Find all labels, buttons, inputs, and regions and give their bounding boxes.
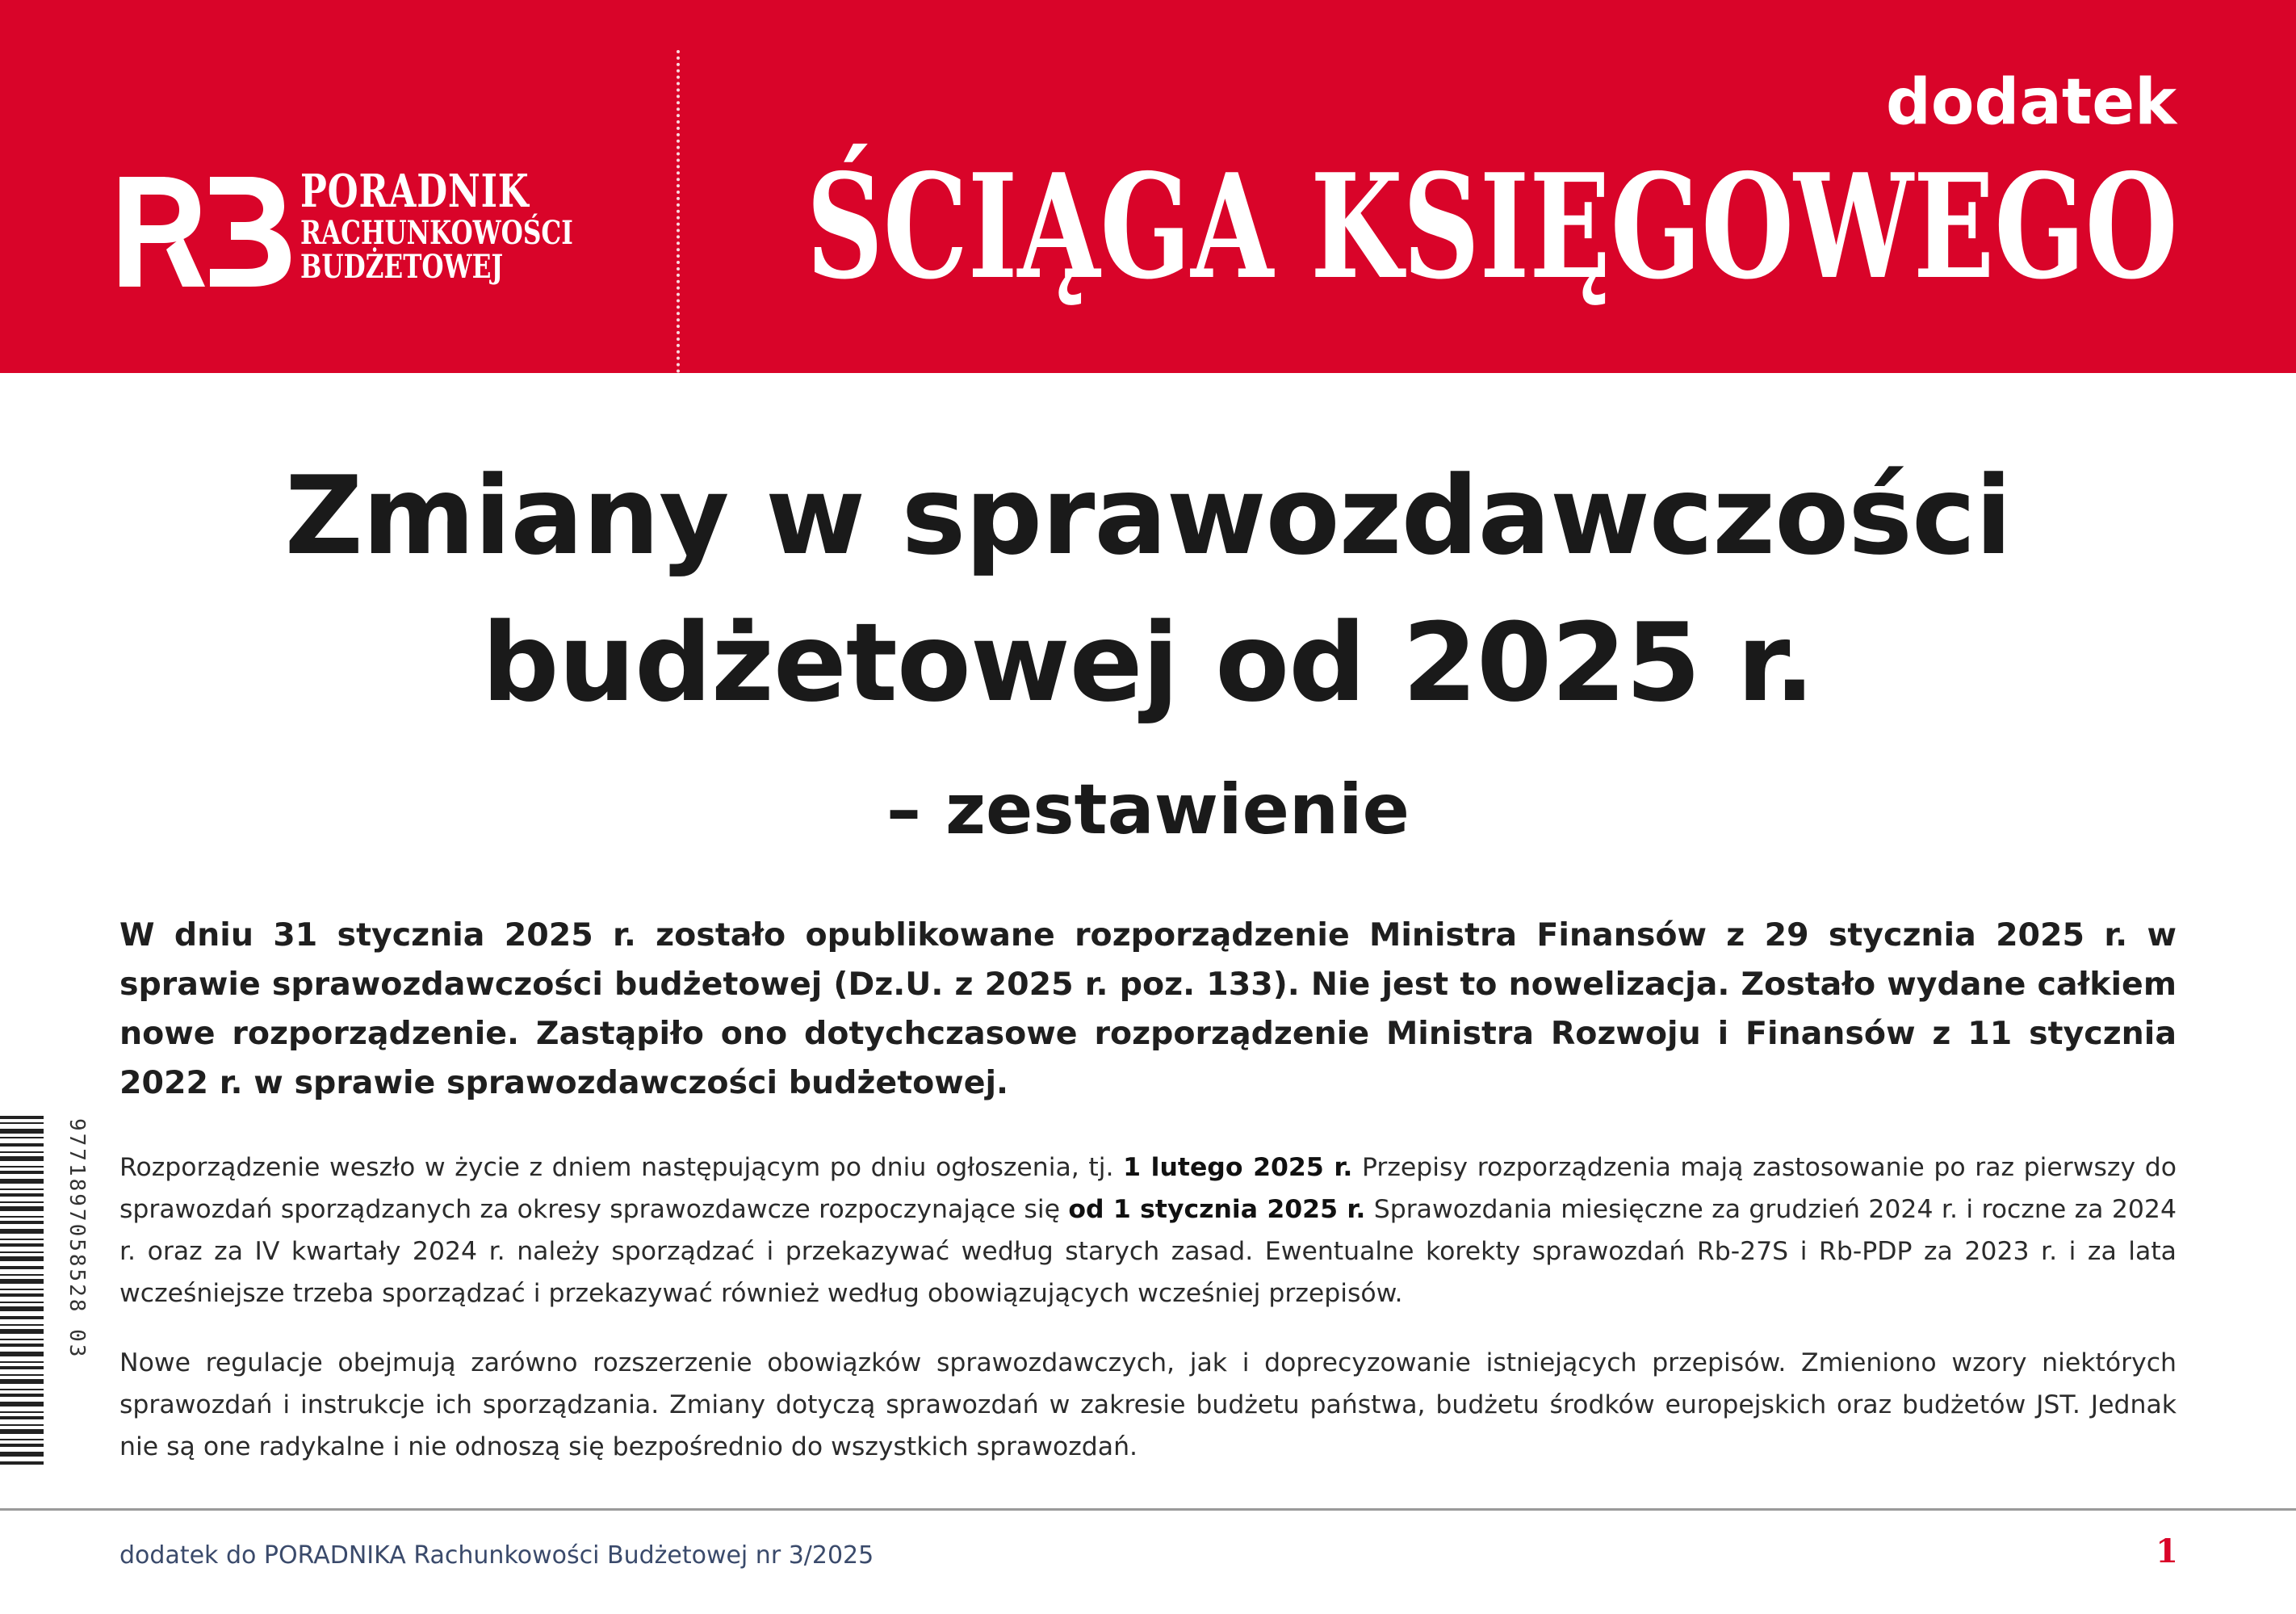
masthead — [0, 0, 2296, 373]
body-paragraph-2: Nowe regulacje obejmują zarówno rozszerzenie obowiązków sprawozdawczych, jak i doprecyzowanie istniejących przepisów. Zmieniono wzory niektórych sprawozdań i instrukcje ich sporządzania. Zmiany dotyczą sprawozdań w zakresie budżetu państwa, budżetu środków europejskich oraz budżetów JST. Jednak nie są one radykalne i nie odnoszą się bezpośrednio do wszystkich sprawozdań. — [119, 1348, 2177, 1461]
supplement-label: dodatek — [1886, 66, 2177, 139]
supplement-title: ŚCIĄGA KSIĘGOWEGO — [807, 142, 2178, 311]
article-subtitle: – zestawienie — [886, 769, 1410, 850]
logo-wordmark — [300, 165, 573, 286]
article-title-line-1: Zmiany w sprawozdawczości — [284, 453, 2012, 579]
para1-text-a: Rozporządzenie weszło w życie z dniem następującym po dniu ogłoszenia, tj. — [119, 1153, 1114, 1182]
para1-date-applies: od 1 stycznia 2025 r. — [1068, 1195, 1366, 1224]
para1-text-e: Sprawozdania miesięczne za grudzień 2024 r. i roczne za 2024 r. oraz za IV kwartały 2024 r. należy sporządzać i przekazywać według starych zasad. Ewentualne korekty sprawozdań Rb-27S i Rb-PDP za 2023 r. i za lata wcześniejsze trzeba sporządzać i przekazywać również według obowiązujących wcześniej przepisów. — [119, 1195, 2177, 1308]
article-title-line-2: budżetowej od 2025 r. — [481, 600, 1815, 726]
page-number: 1 — [2156, 1532, 2178, 1570]
para1-text-c: Przepisy rozporządzenia mają zastosowanie po raz pierwszy do sprawozdań sporządzanych za okresy sprawozdawcze rozpoczynające się — [119, 1153, 2177, 1224]
lead-paragraph: W dniu 31 stycznia 2025 r. zostało opublikowane rozporządzenie Ministra Finansów z 29 stycznia 2025 r. w sprawie sprawozdawczości budżetowej (Dz.U. z 2025 r. poz. 133). Nie jest to nowelizacja. Zostało wydane całkiem nowe rozporządzenie. Zastąpiło ono dotychczasowe rozporządzenie Ministra Rozwoju i Finansów z 11 stycznia 2022 r. w sprawie sprawozdawczości budżetowej. — [119, 916, 2177, 1101]
logo-line-2: RACHUNKOWOŚCI — [300, 214, 573, 252]
body-paragraph-1 — [119, 1147, 2177, 1314]
para1-date-effective: 1 lutego 2025 r. — [1123, 1153, 1353, 1182]
footer-text: dodatek do PORADNIKA Rachunkowości Budżetowej nr 3/2025 — [119, 1541, 874, 1570]
logo-line-1: PORADNIK — [300, 165, 530, 218]
footer-rule — [0, 1508, 2296, 1511]
barcode — [0, 1113, 52, 1468]
prb-logo — [113, 166, 597, 295]
barcode-digits: 9771897058528 03 — [65, 1118, 89, 1360]
logo-line-3: BUDŻETOWEJ — [300, 248, 504, 286]
article-title — [0, 442, 2296, 736]
prb-logo-mark — [113, 166, 299, 295]
header-divider — [677, 50, 680, 373]
